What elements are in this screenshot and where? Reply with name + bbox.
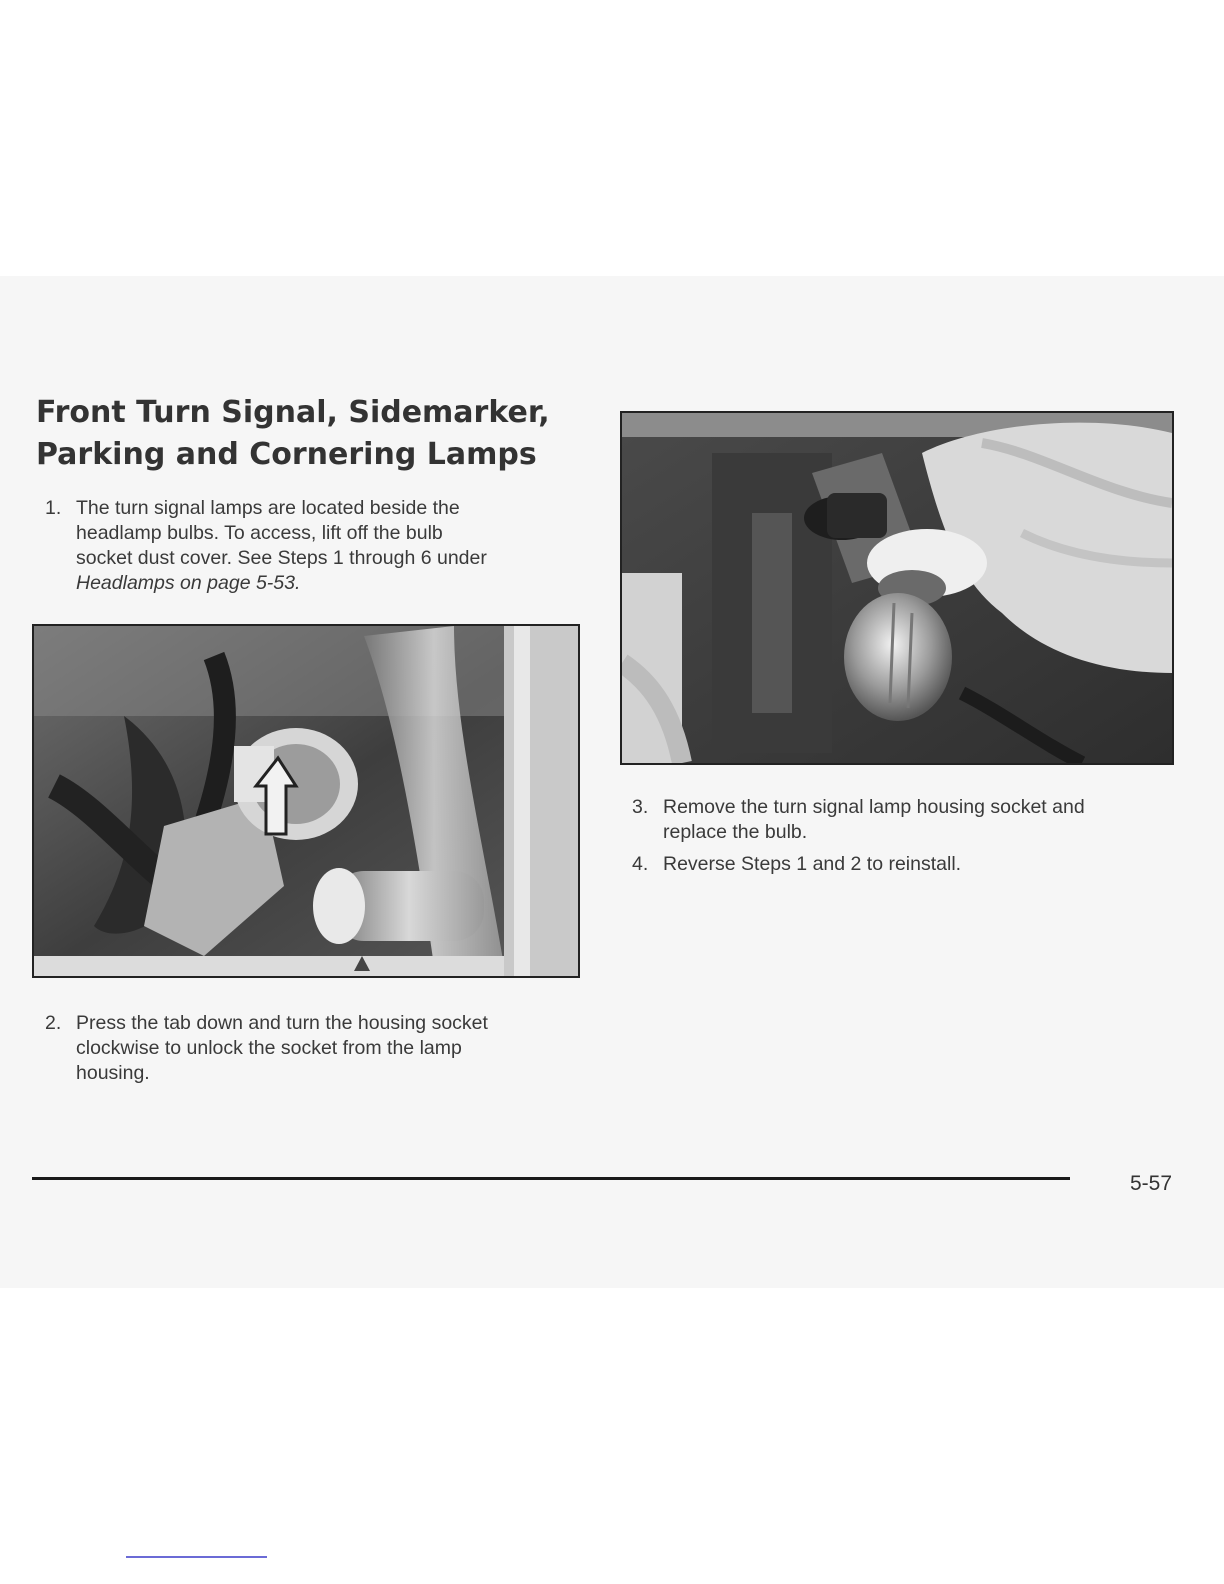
step-2-number: 2. (45, 1012, 62, 1034)
figure-housing-socket (32, 624, 580, 978)
step-2-line-1: Press the tab down and turn the housing socket (76, 1012, 488, 1034)
section-title-line-2: Parking and Cornering Lamps (36, 437, 537, 472)
step-4-number: 4. (632, 853, 649, 875)
footer-link-underline[interactable] (126, 1556, 267, 1558)
step-2-text (76, 1011, 488, 1086)
step-2-line-3: housing. (76, 1062, 150, 1084)
step-1 (45, 496, 585, 600)
step-4-text (663, 852, 961, 877)
step-1-line-2: headlamp bulbs. To access, lift off the bulb (76, 522, 443, 544)
step-2-line-2: clockwise to unlock the socket from the lamp (76, 1037, 462, 1059)
section-title (36, 392, 596, 476)
step-1-line-1: The turn signal lamps are located beside the (76, 497, 460, 519)
step-1-text (76, 496, 487, 596)
page-number: 5-57 (1129, 1172, 1172, 1195)
step-1-line-3: socket dust cover. See Steps 1 through 6 under (76, 547, 487, 569)
photo-housing-socket-turn-arrow-icon (34, 626, 578, 976)
step-3-number: 3. (632, 796, 649, 818)
footer-divider (32, 1177, 1070, 1180)
step-1-number: 1. (45, 497, 62, 519)
figure-bulb-removal (620, 411, 1174, 765)
step-3 (632, 795, 1172, 847)
step-4 (632, 852, 1172, 878)
step-3-line-2: replace the bulb. (663, 821, 808, 843)
photo-bulb-removal-hand-icon (622, 413, 1172, 763)
step-4-line-1: Reverse Steps 1 and 2 to reinstall. (663, 853, 962, 875)
section-title-line-1: Front Turn Signal, Sidemarker, (36, 395, 550, 430)
step-2 (45, 1011, 585, 1089)
step-3-text (663, 795, 1085, 845)
step-3-line-1: Remove the turn signal lamp housing socket and (663, 796, 1085, 818)
headlamps-reference-link[interactable]: Headlamps on page 5-53. (76, 572, 301, 594)
